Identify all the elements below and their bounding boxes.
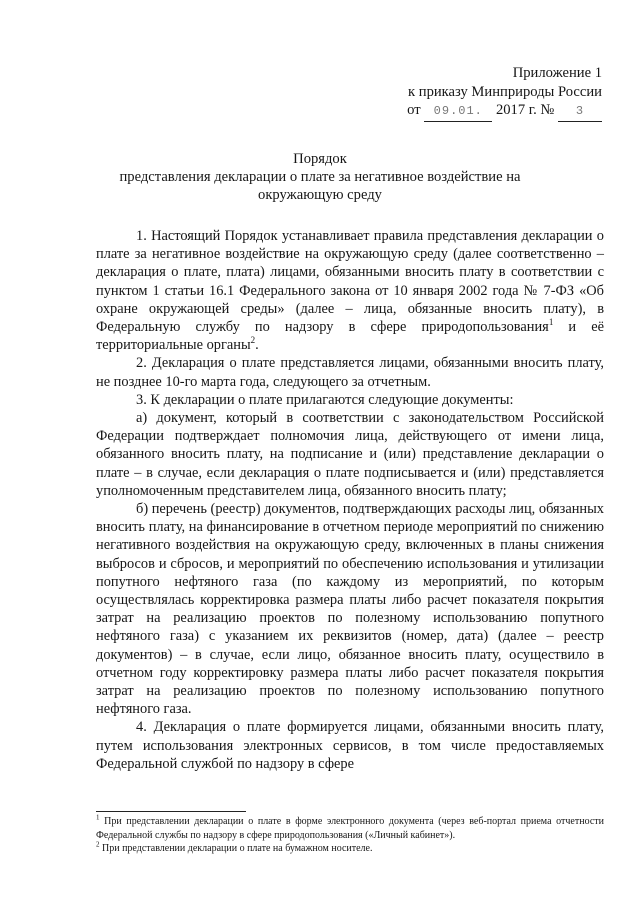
- document-subtitle: представления декларации о плате за негативное воздействие на окружающую среду: [119, 169, 521, 203]
- footnote-1-mark: 1: [96, 813, 100, 822]
- paragraph-1-end: .: [255, 337, 259, 354]
- appendix-header: [362, 64, 602, 122]
- date-prefix: от: [407, 102, 421, 118]
- document-title: Порядок: [293, 151, 347, 167]
- appendix-number: Приложение 1: [512, 65, 602, 81]
- footnote-ref-1: 1: [548, 317, 554, 328]
- order-year: 2017 г. №: [495, 102, 555, 118]
- footnote-2-text: При представлении декларации о плате на бумажном носителе.: [99, 843, 373, 854]
- handwritten-order-number: 3: [558, 102, 602, 122]
- order-date-line: [362, 101, 602, 122]
- handwritten-date: 09.01.: [424, 102, 492, 122]
- footnote-1: [96, 815, 604, 842]
- footnotes: [96, 815, 604, 856]
- paragraph-2: 2. Декларация о плате представляется лицами, обязанными вносить плату, не позднее 10-го марта года, следующего за отчетным.: [96, 355, 604, 390]
- paragraph-4: 4. Декларация о плате формируется лицами, обязанными вносить плату, путем использования электронных сервисов, в том числе предоставляемых Федеральной службой по надзору в сфере: [96, 719, 604, 772]
- paragraph-1-text: 1. Настоящий Порядок устанавливает правила представления декларации о плате за негативное воздействие на окружающую среду (далее соответственно – декларация о плате, плата) лицами, обязанными вносить плату в соответствии с пунктом 1 статьи 16.1 Федерального закона от 10 января 2002 года № 7-ФЗ «Об охране окружающей среды» (далее – лица, обязанные вносить плату), в Федеральную службу по надзору в сфере природопользования: [96, 228, 604, 336]
- footnote-1-text: При представлении декларации о плате в форме электронного документа (через веб-портал приема отчетности Федеральной службы по надзору в сфере природопользования («Личный кабинет»).: [96, 816, 604, 841]
- footnote-2: [96, 842, 604, 856]
- footnote-ref-2: 2: [250, 335, 256, 346]
- order-reference: к приказу Минприроды России: [408, 83, 602, 100]
- paragraph-3: 3. К декларации о плате прилагаются следующие документы:: [136, 391, 514, 408]
- footnote-divider: [96, 811, 246, 812]
- paragraph-3b: б) перечень (реестр) документов, подтверждающих расходы лиц, обязанных вносить плату, на финансирование в отчетном периоде мероприятий по снижению негативного воздействия на окружающую среду, включенных в планы снижения выбросов и сбросов, и мероприятий по обеспечению использования и утилизации попутного нефтяного газа (по каждому из мероприятий, по которым осуществлялась корректировка размера платы либо расчет показателя покрытия затрат на реализацию проектов по полезному использованию попутного нефтяного газа) с указанием их реквизитов (номер, дата) (далее – реестр документов) – в случае, если лицо, обязанное вносить плату, осуществило в отчетном году корректировку размера платы либо расчет показателя покрытия затрат на реализацию проектов по полезному использованию попутного нефтяного газа.: [96, 501, 604, 718]
- footnote-2-mark: 2: [96, 840, 100, 849]
- paragraph-3a: а) документ, который в соответствии с законодательством Российской Федерации подтверждает полномочия лица, действующего от имени лица, обязанного вносить плату, на подписание и (или) представление декларации о плате – в случае, если декларация о плате подписывается и (или) представляется уполномоченным представителем лица, обязанного вносить плату;: [96, 410, 604, 499]
- document-body: [96, 227, 604, 773]
- paragraph-1-mid: и её территориальные органы: [96, 319, 605, 354]
- paragraph-1: [96, 227, 604, 354]
